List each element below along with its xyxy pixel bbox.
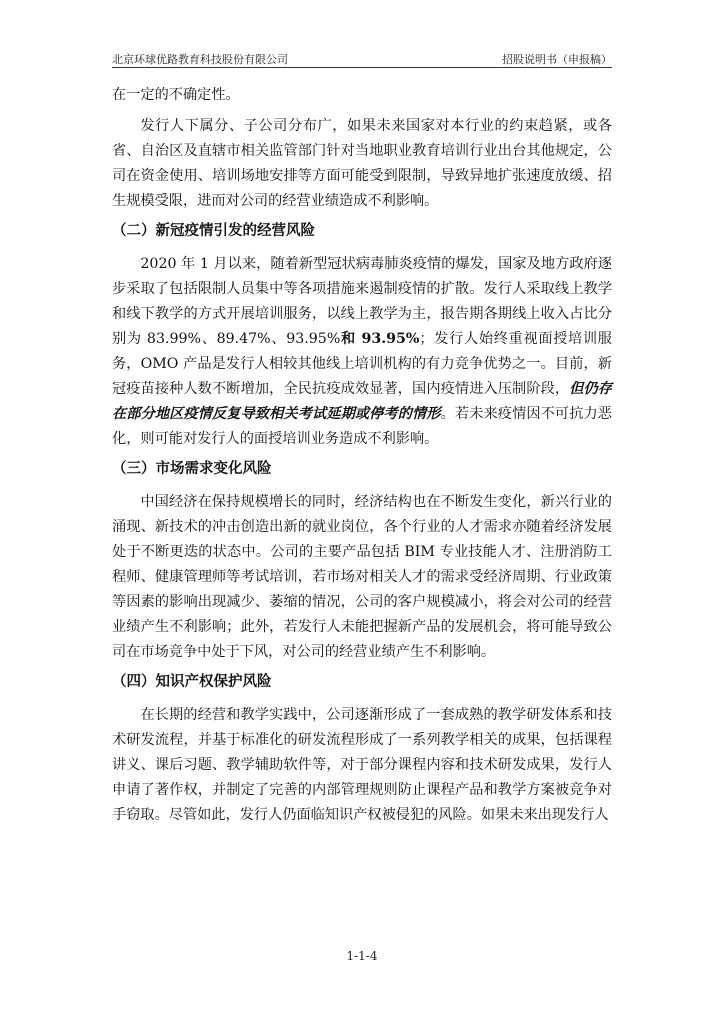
body-paragraph: 中国经济在保持规模增长的同时，经济结构也在不断发生变化，新兴行业的涌现、新技术的冲击创造出新的就业岗位，各个行业的人才需求亦随着经济发展处于不断更迭的状态中。公司的主要产品包括 BIM 专业技能人才、注册消防工程师、健康管理师等考试培训，若市场对相关人才的需求受经济周期、行业政策等因素的影响出现减少、萎缩的情况，公司的客户规模减小，将会对公司的经营业绩产生不利影响；此外，若发行人未能把握新产品的发展机会，将可能导致公司在市场竞争中处于下风，对公司的经营业绩产生不利影响。 (112, 494, 612, 660)
section-heading: （三）市场需求变化风险 (112, 461, 272, 477)
body-paragraph: 在长期的经营和教学实践中，公司逐渐形成了一套成熟的教学研发体系和技术研发流程，并基于标准化的研发流程形成了一系列教学相关的成果，包括课程讲义、课后习题、教学辅助软件等，对于部分课程内容和技术研发成果，发行人申请了著作权，并制定了完善的内部管理规则防止课程产品和教学方案被竞争对手窃取。尽管如此，发行人仍面临知识产权被侵犯的风险。如果未来出现发行人 (112, 707, 612, 823)
document-body (112, 83, 612, 834)
paragraph-text: ；发行人始终重视面授培训服务，OMO 产品是发行人相较其他线上培训机构的有力竞争优势之一。目前，新冠疫苗接种人数不断增加，全民抗疫成效显著，国内疫情进入压制阶段， (112, 331, 612, 397)
section-heading: （四）知识产权保护风险 (112, 674, 272, 690)
page-number: 1-1-4 (346, 949, 378, 963)
paragraph-text: 。若未来疫情因不可抗力恶化，则可能对发行人的面授培训业务造成不利影响。 (112, 406, 612, 447)
page-header (112, 49, 612, 67)
header-document-type: 招股说明书（申报稿） (502, 53, 612, 66)
section-heading: （二）新冠疫情引发的经营风险 (112, 223, 315, 239)
body-paragraph: 在一定的不确定性。 (112, 87, 240, 103)
header-divider (112, 67, 612, 68)
paragraph-text: 2020 年 1 月以来，随着新型冠状病毒肺炎疫情的爆发，国家及地方政府逐步采取了包括限制人员集中等各项措施来遏制疫情的扩散。发行人采取线上教学和线下教学的方式开展培训服务，以线上教学为主，报告期各期线上收入占比分别为 83.99%、89.47%、93.95% (112, 256, 612, 347)
bold-text: 和 93.95% (340, 331, 420, 347)
emphasized-text: 但仍存在部分地区疫情反复导致相关考试延期或停考的情形 (112, 381, 612, 422)
header-company-name: 北京环球优路教育科技股份有限公司 (112, 53, 288, 66)
body-paragraph (112, 252, 612, 452)
body-paragraph: 发行人下属分、子公司分布广，如果未来国家对本行业的约束趋紧，或各省、自治区及直辖市相关监管部门针对当地职业教育培训行业出台其他规定，公司在资金使用、培训场地安排等方面可能受到限制，导致异地扩张速度放缓、招生规模受限，进而对公司的经营业绩造成不利影响。 (112, 118, 612, 209)
